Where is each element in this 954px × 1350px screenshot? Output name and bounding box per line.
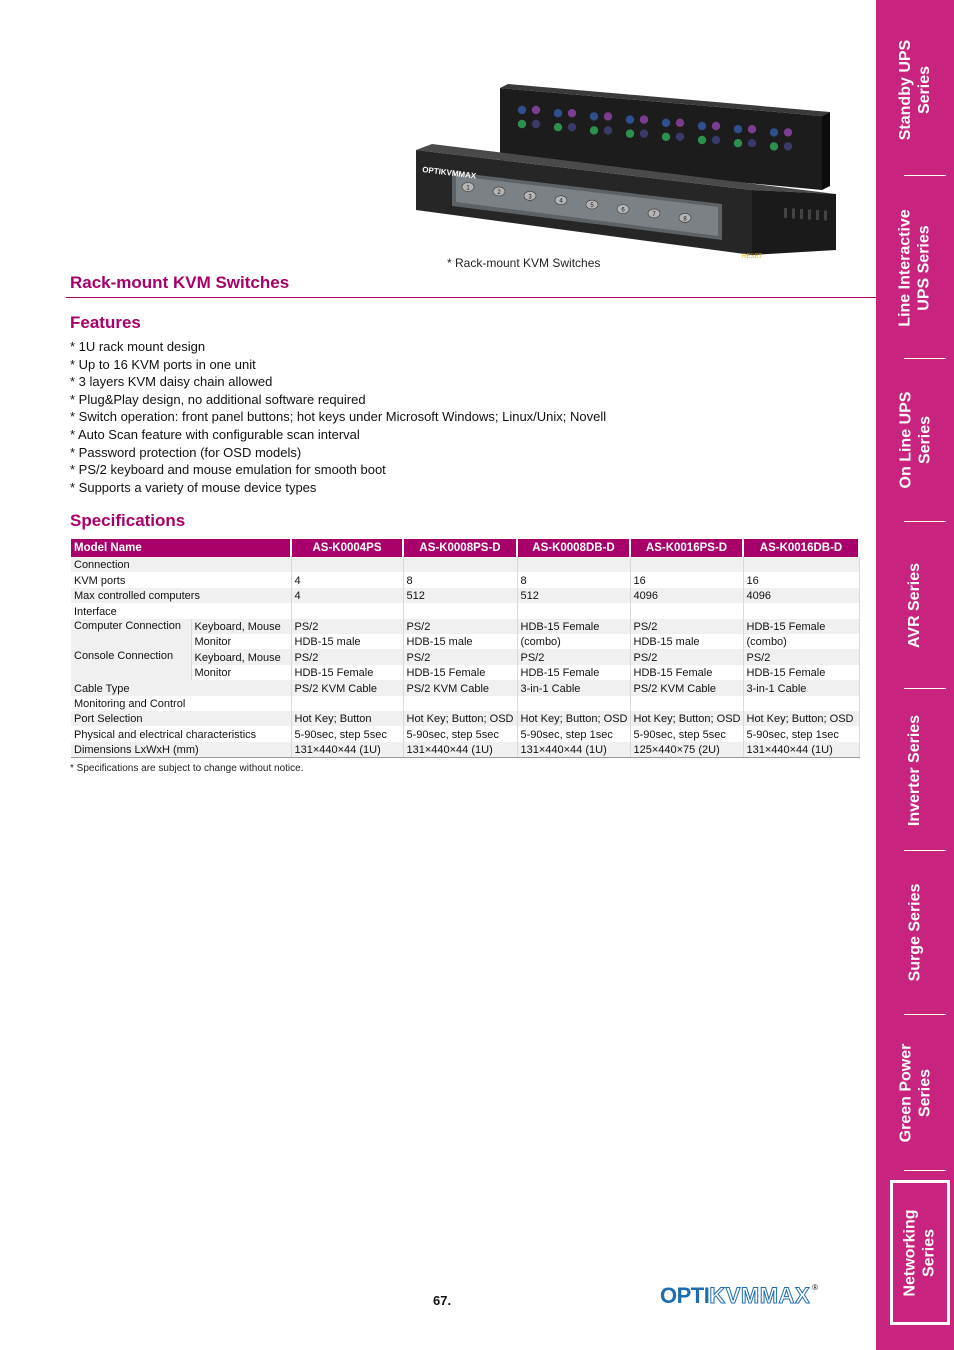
port-connector — [568, 109, 576, 117]
table-cell — [743, 603, 859, 618]
table-cell: Hot Key; Button; OSD — [403, 711, 517, 726]
kvm-switch-photo — [412, 80, 842, 260]
row-label: Physical and electrical characteristics — [71, 726, 291, 741]
table-cell: 4 — [291, 588, 403, 603]
table-row — [71, 649, 859, 664]
port-connector — [626, 129, 634, 137]
tab-networking[interactable] — [890, 1180, 950, 1325]
row-sublabel: Keyboard, Mouse — [191, 619, 291, 634]
port-connector — [784, 128, 792, 136]
table-cell — [743, 557, 859, 572]
feature-item: * Password protection (for OSD models) — [70, 444, 302, 460]
feature-item: * Switch operation: front panel buttons; hot keys under Microsoft Windows; Linux/Unix; Novell — [70, 409, 607, 425]
table-cell: 8 — [403, 572, 517, 587]
port-connector — [784, 142, 792, 150]
table-cell: 5-90sec, step 5sec — [291, 726, 403, 741]
row-label: Monitoring and Control — [71, 696, 291, 711]
table-cell: PS/2 — [517, 649, 630, 664]
tab-label: Line Interactive — [897, 208, 914, 327]
port-connector — [676, 133, 684, 141]
table-cell — [403, 603, 517, 618]
tab-label: Series — [916, 1068, 934, 1118]
table-cell: 512 — [517, 588, 630, 603]
port-connector — [554, 123, 562, 131]
table-cell: 5-90sec, step 5sec — [630, 726, 743, 741]
table-cell — [517, 696, 630, 711]
port-connector — [734, 139, 742, 147]
port-connector — [518, 120, 526, 128]
table-cell: PS/2 — [743, 649, 859, 664]
tab-label: Inverter Series — [906, 714, 924, 826]
table-cell: HDB-15 Female — [517, 665, 630, 680]
header-model-name: Model Name — [71, 539, 291, 557]
table-cell — [291, 557, 403, 572]
tab-label: Green Power — [897, 1043, 915, 1143]
table-cell — [517, 603, 630, 618]
sidebar-divider — [904, 358, 946, 359]
tab-avr[interactable] — [876, 525, 954, 685]
feature-item: * PS/2 keyboard and mouse emulation for smooth boot — [70, 462, 386, 478]
table-cell: 16 — [630, 572, 743, 587]
port-connector — [662, 119, 670, 127]
port-connector — [590, 112, 598, 120]
table-cell: PS/2 KVM Cable — [291, 680, 403, 695]
tab-label: AVR Series — [906, 562, 924, 648]
port-number: 7 — [652, 211, 656, 218]
table-cell: HDB-15 Female — [743, 665, 859, 680]
features-list — [70, 338, 606, 496]
table-cell: 131×440×44 (1U) — [291, 742, 403, 757]
vent-slot — [800, 209, 803, 219]
header-model: AS-K0008PS-D — [403, 539, 517, 557]
port-connector — [748, 125, 756, 133]
sidebar-divider — [904, 1014, 946, 1015]
table-cell: HDB-15 Female — [403, 665, 517, 680]
table-cell: Hot Key; Button; OSD — [743, 711, 859, 726]
table-cell — [517, 557, 630, 572]
reset-label: RESET — [742, 254, 763, 260]
port-connector — [676, 119, 684, 127]
row-label: Max controlled computers — [71, 588, 291, 603]
tab-label: Networking — [902, 1208, 919, 1297]
table-row — [71, 572, 859, 587]
logo-prefix: OPTI — [660, 1283, 710, 1308]
port-number: 2 — [497, 189, 501, 196]
vent-slot — [816, 210, 819, 220]
tab-surge[interactable] — [876, 853, 954, 1011]
table-cell: Hot Key; Button; OSD — [630, 711, 743, 726]
vent-slot — [824, 211, 827, 221]
header-model: AS-K0016PS-D — [630, 539, 743, 557]
table-cell: HDB-15 Female — [517, 619, 630, 634]
table-cell — [630, 557, 743, 572]
tab-label: Series — [916, 65, 933, 115]
table-cell: 4096 — [743, 588, 859, 603]
table-cell: PS/2 — [291, 619, 403, 634]
port-connector — [712, 122, 720, 130]
sidebar-divider — [904, 850, 946, 851]
table-cell: HDB-15 Female — [291, 665, 403, 680]
table-row — [71, 696, 859, 711]
table-cell: 131×440×44 (1U) — [403, 742, 517, 757]
row-sublabel: Monitor — [191, 634, 291, 649]
port-connector — [748, 139, 756, 147]
table-cell: Hot Key; Button — [291, 711, 403, 726]
feature-item: * Auto Scan feature with configurable scan interval — [70, 426, 360, 442]
tab-label: Standby UPS — [897, 39, 914, 141]
table-row — [71, 680, 859, 695]
table-cell — [630, 696, 743, 711]
table-cell: HDB-15 Female — [743, 619, 859, 634]
row-sublabel: Keyboard, Mouse — [191, 649, 291, 664]
brand-logo — [660, 1283, 818, 1309]
tab-inverter[interactable] — [876, 692, 954, 848]
table-cell — [291, 696, 403, 711]
feature-item: * Supports a variety of mouse device types — [70, 479, 317, 495]
sidebar-divider — [904, 175, 946, 176]
table-cell: 3-in-1 Cable — [517, 680, 630, 695]
series-sidebar — [876, 0, 954, 1350]
table-cell — [743, 696, 859, 711]
port-number: 4 — [559, 198, 563, 205]
feature-item: * Up to 16 KVM ports in one unit — [70, 356, 256, 372]
table-cell: PS/2 KVM Cable — [403, 680, 517, 695]
table-cell: HDB-15 male — [403, 634, 517, 649]
table-cell: 125×440×75 (2U) — [630, 742, 743, 757]
row-label: Port Selection — [71, 711, 291, 726]
table-row — [71, 619, 859, 634]
table-cell: 8 — [517, 572, 630, 587]
table-cell: HDB-15 male — [630, 634, 743, 649]
tab-label: On Line UPS — [897, 391, 914, 489]
specifications-table — [71, 539, 860, 758]
row-label: Console Connection — [71, 649, 191, 680]
table-cell: 3-in-1 Cable — [743, 680, 859, 695]
port-connector — [698, 136, 706, 144]
port-number: 5 — [590, 203, 594, 210]
port-connector — [554, 109, 562, 117]
table-cell — [291, 603, 403, 618]
feature-item: * Plug&Play design, no additional software required — [70, 391, 366, 407]
port-connector — [518, 106, 526, 114]
table-cell: Hot Key; Button; OSD — [517, 711, 630, 726]
table-cell: PS/2 — [630, 649, 743, 664]
table-cell: 4096 — [630, 588, 743, 603]
tab-label: Series — [921, 1228, 938, 1277]
tab-label: UPS Series — [916, 224, 933, 311]
port-connector — [568, 123, 576, 131]
page-number: 67. — [433, 1293, 452, 1308]
table-cell: 5-90sec, step 1sec — [517, 726, 630, 741]
vent-slot — [792, 209, 795, 219]
table-cell: 512 — [403, 588, 517, 603]
row-label: Computer Connection — [71, 619, 191, 650]
photo-caption: * Rack-mount KVM Switches — [447, 256, 601, 270]
header-model: AS-K0016DB-D — [743, 539, 859, 557]
table-row — [71, 557, 859, 572]
table-cell: 5-90sec, step 5sec — [403, 726, 517, 741]
sidebar-divider — [904, 1170, 946, 1171]
port-connector — [734, 125, 742, 133]
logo-suffix: KVMMAX — [709, 1283, 811, 1308]
row-label: Interface — [71, 603, 291, 618]
port-connector — [532, 106, 540, 114]
port-connector — [604, 112, 612, 120]
table-cell: PS/2 KVM Cable — [630, 680, 743, 695]
table-cell: 4 — [291, 572, 403, 587]
row-label: Cable Type — [71, 680, 291, 695]
row-label: KVM ports — [71, 572, 291, 587]
tab-standby-ups[interactable] — [876, 10, 954, 170]
table-cell: PS/2 — [403, 649, 517, 664]
table-cell — [403, 696, 517, 711]
table-row — [71, 711, 859, 726]
sidebar-divider — [904, 521, 946, 522]
table-cell: 5-90sec, step 1sec — [743, 726, 859, 741]
tab-green-power[interactable] — [876, 1018, 954, 1168]
table-cell: HDB-15 male — [291, 634, 403, 649]
port-connector — [604, 126, 612, 134]
specifications-footnote: * Specifications are subject to change without notice. — [70, 763, 304, 774]
port-number: 1 — [466, 185, 470, 192]
port-connector — [698, 122, 706, 130]
table-cell: 131×440×44 (1U) — [517, 742, 630, 757]
table-cell: PS/2 — [403, 619, 517, 634]
table-cell: 16 — [743, 572, 859, 587]
port-connector — [770, 128, 778, 136]
port-connector — [712, 136, 720, 144]
table-row — [71, 726, 859, 741]
port-connector — [640, 115, 648, 123]
table-cell: PS/2 — [630, 619, 743, 634]
registered-mark: ® — [812, 1283, 819, 1292]
table-cell: (combo) — [743, 634, 859, 649]
port-connector — [626, 115, 634, 123]
port-connector — [770, 142, 778, 150]
photo-logo: OPTIKVMMAX — [421, 165, 477, 181]
tab-on-line-ups[interactable] — [876, 362, 954, 518]
specifications-heading: Specifications — [70, 511, 186, 530]
vent-slot — [784, 208, 787, 218]
row-label: Connection — [71, 557, 291, 572]
row-label: Dimensions LxWxH (mm) — [71, 742, 291, 757]
sidebar-divider — [904, 688, 946, 689]
port-connector — [640, 129, 648, 137]
table-cell: PS/2 — [291, 649, 403, 664]
port-number: 6 — [621, 207, 625, 214]
header-model: AS-K0004PS — [291, 539, 403, 557]
feature-item: * 3 layers KVM daisy chain allowed — [70, 374, 273, 390]
table-row — [71, 588, 859, 603]
port-connector — [532, 120, 540, 128]
table-cell: 131×440×44 (1U) — [743, 742, 859, 757]
header-model: AS-K0008DB-D — [517, 539, 630, 557]
table-cell: (combo) — [517, 634, 630, 649]
page-title: Rack-mount KVM Switches — [70, 273, 290, 292]
table-cell — [403, 557, 517, 572]
port-connector — [590, 126, 598, 134]
table-row — [71, 603, 859, 618]
table-row — [71, 742, 859, 757]
port-number: 3 — [528, 194, 532, 201]
row-sublabel: Monitor — [191, 665, 291, 680]
features-heading: Features — [70, 313, 141, 332]
tab-label: Surge Series — [906, 883, 924, 981]
port-number: 8 — [683, 216, 687, 223]
table-header-row — [71, 539, 859, 557]
feature-item: * 1U rack mount design — [70, 339, 206, 354]
vent-slot — [808, 210, 811, 220]
tab-line-interactive[interactable] — [876, 180, 954, 355]
table-cell — [630, 603, 743, 618]
port-connector — [662, 133, 670, 141]
title-divider — [66, 297, 876, 298]
tab-label: Series — [916, 415, 933, 465]
table-cell: HDB-15 Female — [630, 665, 743, 680]
